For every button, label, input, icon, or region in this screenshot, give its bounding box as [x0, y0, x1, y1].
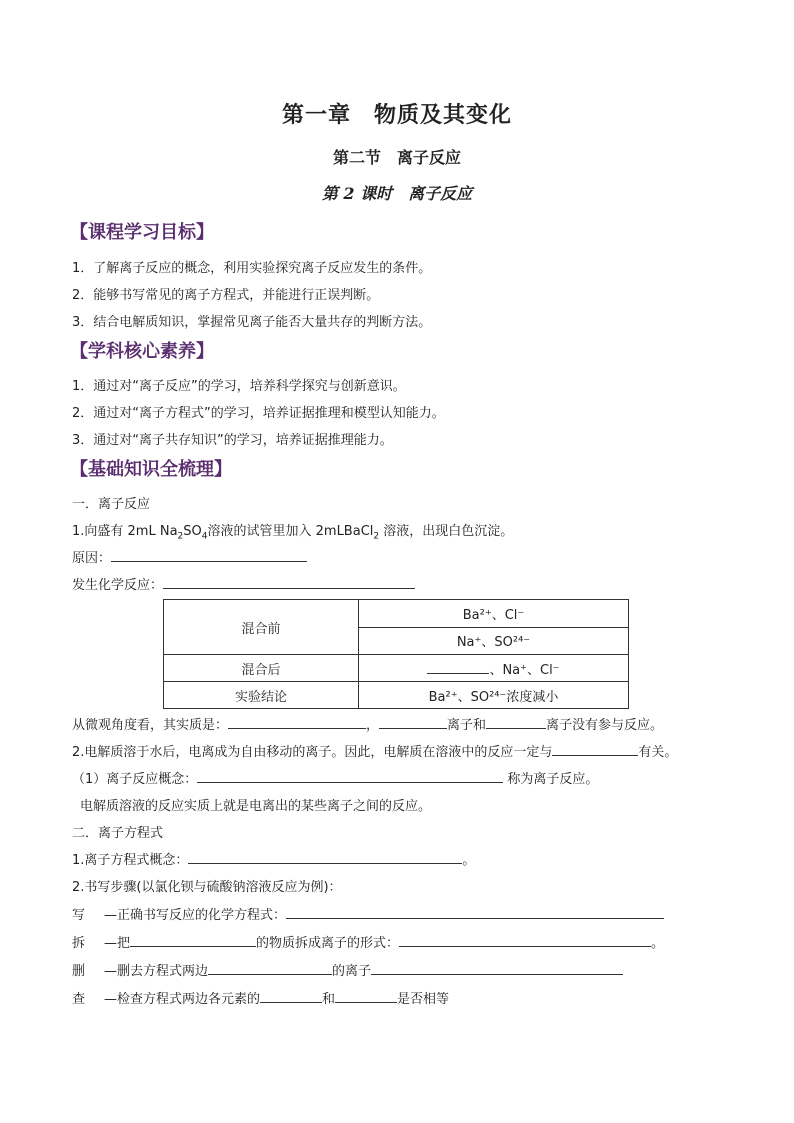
step-write: 写 —正确书写反应的化学方程式： [72, 904, 664, 923]
part2-title: 二．离子方程式 [72, 826, 164, 841]
step-check: 查 —检查方程式两边各元素的 和 是否相等 [72, 992, 450, 1007]
p2-blank[interactable] [552, 743, 638, 756]
part1-title: 一．离子反应 [72, 497, 151, 512]
core-item: 3．通过对“离子共存知识”的学习，培养证据推理能力。 [72, 433, 393, 448]
goal-item: 2．能够书写常见的离子方程式，并能进行正误判断。 [72, 288, 380, 303]
reaction-line: 发生化学反应： [72, 574, 415, 593]
experiment-line: 1.向盛有 2mL $Na_2SO_4$溶液的试管里加入 2mLBaCl$_2$ 溶液，出现白色沉淀。 [72, 524, 514, 542]
after-blank[interactable] [427, 661, 489, 674]
lesson-title: 第 2 课时 离子反应 [321, 184, 473, 203]
concept-line: （1）离子反应概念： 称为离子反应。 [72, 772, 599, 787]
eq-concept-line: 1.离子方程式概念： 。 [72, 853, 476, 868]
reaction-blank[interactable] [163, 576, 415, 589]
step-delete-blank-1[interactable] [208, 962, 332, 975]
ion-table [163, 599, 629, 709]
micro-line: 从微观角度看，其实质是： ， 离子和 离子没有参与反应。 [72, 718, 664, 733]
step-split-blank-2[interactable] [399, 934, 651, 947]
basics-heading: 【基础知识全梳理】 [70, 459, 232, 480]
goal-item: 3．结合电解质知识，掌握常见离子能否大量共存的判断方法。 [72, 315, 432, 330]
before-row2: Na⁺、SO²⁴⁻ [359, 627, 629, 655]
after-label: 混合后 [164, 655, 359, 682]
step-split-blank-1[interactable] [130, 934, 256, 947]
section-title: 第二节 离子反应 [332, 148, 461, 167]
micro-blank-1[interactable] [228, 716, 366, 729]
core-heading: 【学科核心素养】 [70, 341, 214, 362]
before-row1: Ba²⁺、Cl⁻ [359, 600, 629, 628]
reason-blank[interactable] [111, 549, 307, 562]
goal-item: 1．了解离子反应的概念，利用实验探究离子反应发生的条件。 [72, 261, 432, 276]
micro-blank-3[interactable] [486, 716, 546, 729]
reason-line: 原因： [72, 547, 307, 566]
eq-concept-blank[interactable] [188, 851, 462, 864]
step-check-blank-2[interactable] [335, 990, 397, 1003]
chapter-title: 第一章 物质及其变化 [281, 102, 512, 128]
step-delete-blank-2[interactable] [371, 962, 623, 975]
micro-blank-2[interactable] [379, 716, 447, 729]
step-delete: 删 —删去方程式两边 的离子 [72, 960, 623, 979]
step-write-blank[interactable] [286, 906, 664, 919]
steps-title: 2.书写步骤(以氯化钡与硫酸钠溶液反应为例)： [72, 880, 342, 895]
essence-line: 电解质溶液的反应实质上就是电离出的某些离子之间的反应。 [80, 799, 432, 814]
before-label: 混合前 [164, 600, 359, 655]
after-cell: 、Na⁺、Cl⁻ [359, 655, 629, 682]
step-split: 拆 —把 的物质拆成离子的形式： 。 [72, 936, 665, 951]
conclusion-label: 实验结论 [164, 682, 359, 709]
core-item: 1．通过对“离子反应”的学习，培养科学探究与创新意识。 [72, 379, 406, 394]
p2-line: 2.电解质溶于水后，电离成为自由移动的离子。因此，电解质在溶液中的反应一定与 有关。 [72, 745, 678, 760]
step-check-blank-1[interactable] [260, 990, 322, 1003]
goals-heading: 【课程学习目标】 [70, 222, 214, 243]
concept-blank[interactable] [197, 770, 503, 783]
conclusion-value: Ba²⁺、SO²⁴⁻浓度减小 [359, 682, 629, 709]
core-item: 2．通过对“离子方程式”的学习，培养证据推理和模型认知能力。 [72, 406, 445, 421]
